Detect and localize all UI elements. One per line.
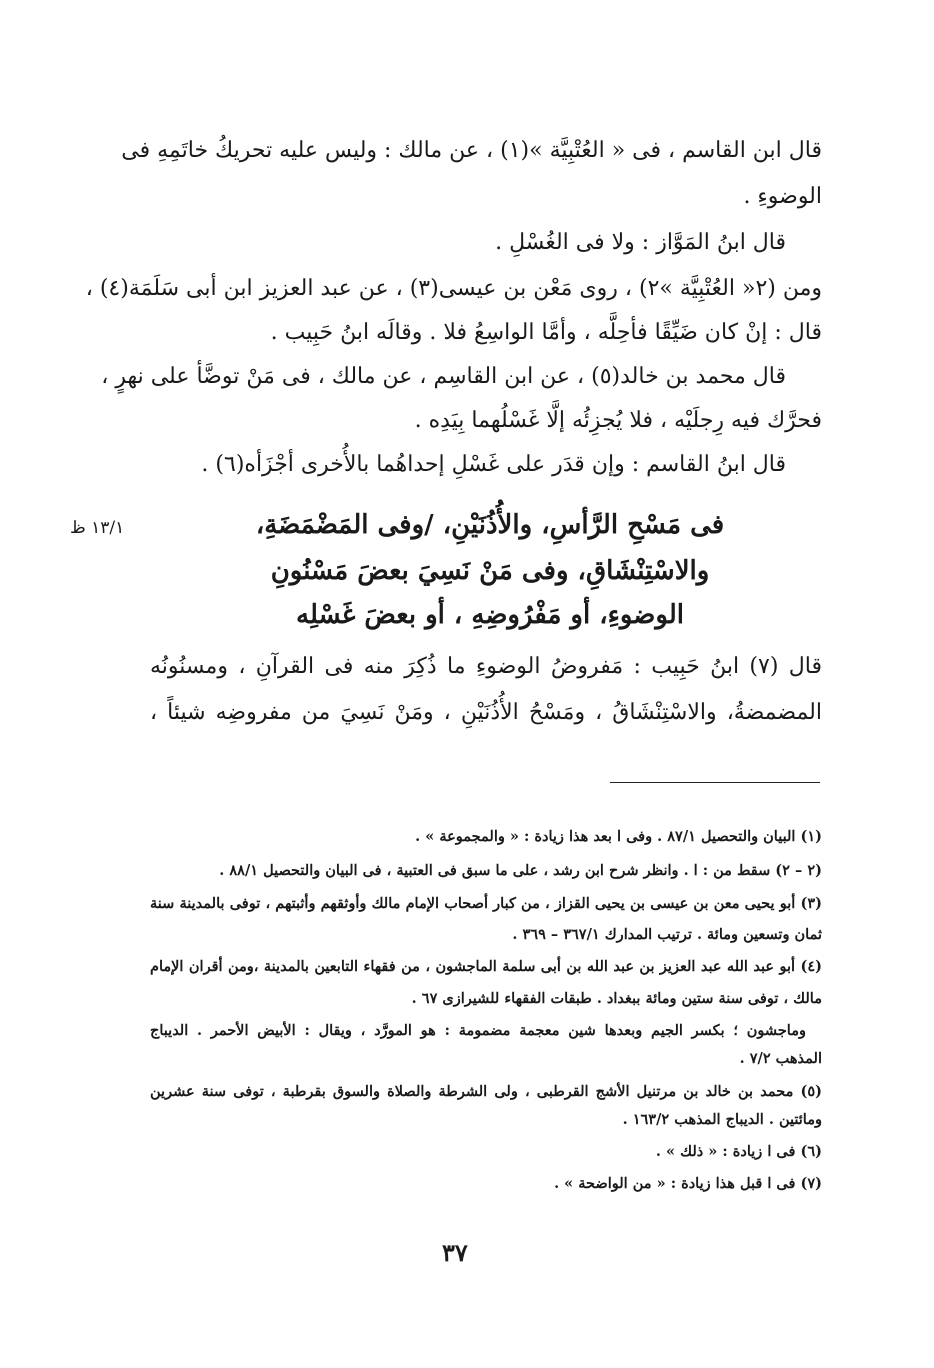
heading-line: والاسْتِنْشَاقِ، وفى مَنْ نَسِيَ بعضَ مَسْنُونِ	[270, 556, 710, 586]
text-line: قال (٧) ابنُ حَبِيب : مَفروضُ الوضوءِ ما ذُكِرَ منه فى القرآنِ ، ومسنُونُه	[150, 654, 822, 679]
footnote-line: (٧) فى ا قبل هذا زيادة : « من الواضحة » .	[554, 1175, 822, 1192]
text-line: المضمضةُ، والاسْتِنْشَاقُ ، ومَسْحُ الأُذُنَيْنِ ، ومَنْ نَسِيَ من مفروضِه شيئاً ،	[150, 700, 822, 725]
footnote-line: ثمان وتسعين ومائة . ترتيب المدارك ٣٦٧/١ – ٣٦٩ .	[512, 926, 822, 943]
text-line: قال محمد بن خالد(٥) ، عن ابن القاسِم ، عن مالك ، فى مَنْ توضَّأ على نهرٍ ،	[101, 364, 786, 389]
footnote-line: (٤) أبو عبد الله عبد العزيز بن عبد الله بن أبى سلمة الماجشون ، من فقهاء التابعين بالمدينة ،ومن أقران الإمام	[150, 958, 822, 975]
text-line: قال ابنُ القاسم : وإن قدَر على غَسْلِ إحداهُما بالأُخرى أجْزَأه(٦) .	[201, 452, 786, 477]
footnote-line: وماجشون ؛ بكسر الجيم وبعدها شين معجمة مضمومة : هو المورَّد ، ويقال : الأبيض الأحمر . الديباج	[150, 1022, 806, 1039]
text-line: قال ابنُ المَوَّاز : ولا فى الغُسْلِ .	[495, 230, 786, 255]
heading-line: الوضوءِ، أو مَفْرُوضِهِ ، أو بعضَ غَسْلِه	[296, 600, 684, 630]
text-line: قال ابن القاسم ، فى « العُتْبِيَّة »(١) ، عن مالك : وليس عليه تحريكُ خاتَمِهِ فى	[121, 138, 822, 163]
heading-line: فى مَسْحِ الرَّأسِ، والأُذُنَيْنِ، /وفى المَضْمَضَةِ،	[255, 510, 725, 540]
text-line: ومن (٢« العُتْبِيَّة »٢) ، روى مَعْن بن عيسى(٣) ، عن عبد العزيز ابن أبى سَلَمَة(٤) ،	[85, 276, 822, 301]
text-line: الوضوءِ .	[743, 184, 822, 209]
footnote-line: ومائتين . الديباج المذهب ١٦٣/٢ .	[622, 1111, 822, 1128]
footnote-line: (٦) فى ا زيادة : « ذلك » .	[655, 1143, 822, 1160]
footnote-line: المذهب ٧/٢ .	[739, 1050, 822, 1067]
footnote-separator	[610, 782, 820, 783]
footnote-line: (٣) أبو يحيى معن بن عيسى بن يحيى القزاز ، من كبار أصحاب الإمام مالك وأوثقهم وأثبتهم ، توفى بالمدينة سنة	[150, 895, 822, 912]
footnote-line: (١) البيان والتحصيل ٨٧/١ . وفى ا بعد هذا زيادة : « والمجموعة » .	[415, 828, 822, 845]
text-line: فحرَّك فيه رِجلَيْه ، فلا يُجزِئُه إلَّا غَسْلُهما بِيَدِه .	[414, 408, 822, 433]
footnote-line: (٥) محمد بن خالد بن مرتنيل الأشج القرطبى ، ولى الشرطة والصلاة والسوق بقرطبة ، توفى سنة عشرين	[150, 1083, 822, 1100]
margin-folio-note: ١٣/١ ظ	[70, 518, 125, 538]
text-line: قال : إنْ كان ضَيِّقًا فأحِلَّه ، وأمَّا الواسِعُ فلا . وقالَه ابنُ حَبِيب .	[270, 320, 822, 345]
footnote-line: مالك ، توفى سنة ستين ومائة ببغداد . طبقات الفقهاء للشيرازى ٦٧ .	[411, 990, 822, 1007]
page-number: ٣٧	[442, 1238, 468, 1267]
footnote-line: (٢ – ٢) سقط من : ا . وانظر شرح ابن رشد ، على ما سبق فى العتبية ، فى البيان والتحصيل ٨٨/١ .	[219, 862, 822, 879]
